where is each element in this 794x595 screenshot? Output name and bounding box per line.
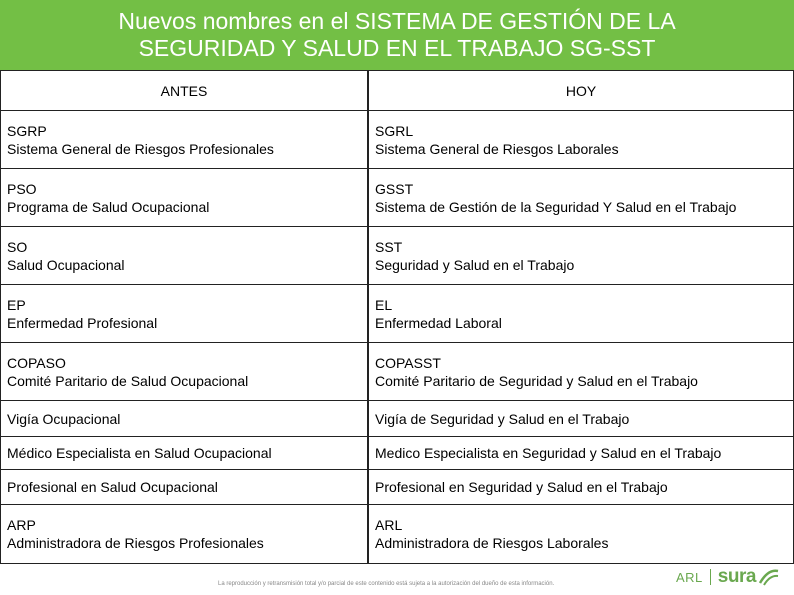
- table-row: [1, 227, 367, 285]
- logo-divider: [710, 569, 711, 585]
- page-title-line-2: SEGURIDAD Y SALUD EN EL TRABAJO SG-SST: [138, 35, 656, 61]
- table-row: [369, 437, 793, 470]
- new-abbreviation: ARL: [375, 517, 403, 533]
- title-banner: [0, 0, 794, 70]
- old-name: Salud Ocupacional: [7, 256, 125, 273]
- column-antes: [0, 71, 368, 563]
- table-row: [369, 111, 793, 169]
- old-abbreviation: SO: [7, 238, 28, 255]
- old-abbreviation: COPASO: [7, 354, 66, 371]
- new-name: Vigía de Seguridad y Salud en el Trabajo: [375, 410, 630, 427]
- new-name: Enfermedad Laboral: [375, 314, 502, 331]
- table-row: [1, 401, 367, 437]
- old-name: Vigía Ocupacional: [7, 410, 121, 427]
- logo-sura-text: sura: [717, 566, 756, 587]
- new-name: Administradora de Riesgos Laborales: [375, 535, 609, 551]
- new-abbreviation: COPASST: [375, 354, 441, 371]
- arl-sura-logo: [676, 566, 780, 588]
- table-row: [369, 169, 793, 227]
- table-row: [369, 343, 793, 401]
- header-antes: ANTES: [1, 71, 367, 111]
- table-row: [1, 437, 367, 470]
- table-row: [1, 343, 367, 401]
- table-row: [1, 505, 367, 563]
- table-row: [369, 470, 793, 505]
- names-table: [0, 70, 794, 564]
- old-abbreviation: ARP: [7, 517, 36, 533]
- old-name: Profesional en Salud Ocupacional: [7, 479, 218, 495]
- table-row: [1, 285, 367, 343]
- header-hoy: HOY: [369, 71, 793, 111]
- new-abbreviation: SST: [375, 238, 403, 255]
- table-row: [1, 470, 367, 505]
- old-name: Comité Paritario de Salud Ocupacional: [7, 372, 249, 389]
- old-abbreviation: PSO: [7, 180, 37, 197]
- page-title: [17, 8, 777, 62]
- table-row: [369, 285, 793, 343]
- new-abbreviation: EL: [375, 296, 393, 313]
- page-title-line-1: Nuevos nombres en el SISTEMA DE GESTIÓN DE LA: [118, 8, 676, 34]
- sura-swoosh-icon: [758, 567, 780, 587]
- old-abbreviation: SGRP: [7, 122, 47, 139]
- copyright-note: La reproducción y retransmisión total y/o parcial de este contenido está sujeta a la autorización del dueño de esta información.: [218, 581, 555, 587]
- old-name: Sistema General de Riesgos Profesionales: [7, 140, 274, 157]
- new-name: Sistema de Gestión de la Seguridad Y Salud en el Trabajo: [375, 198, 737, 215]
- table-row: [369, 401, 793, 437]
- new-name: Profesional en Seguridad y Salud en el Trabajo: [375, 479, 668, 495]
- table-row: [1, 111, 367, 169]
- old-name: Enfermedad Profesional: [7, 314, 158, 331]
- new-name: Seguridad y Salud en el Trabajo: [375, 256, 575, 273]
- new-abbreviation: GSST: [375, 180, 414, 197]
- old-abbreviation: EP: [7, 296, 26, 313]
- new-name: Medico Especialista en Seguridad y Salud en el Trabajo: [375, 445, 722, 461]
- logo-arl-text: ARL: [676, 569, 703, 585]
- table-row: [369, 227, 793, 285]
- table-row: [369, 505, 793, 563]
- table-row: [1, 169, 367, 227]
- new-name: Sistema General de Riesgos Laborales: [375, 140, 619, 157]
- new-name: Comité Paritario de Seguridad y Salud en el Trabajo: [375, 372, 698, 389]
- old-name: Médico Especialista en Salud Ocupacional: [7, 445, 272, 461]
- old-name: Administradora de Riesgos Profesionales: [7, 535, 264, 551]
- new-abbreviation: SGRL: [375, 122, 414, 139]
- column-hoy: [368, 71, 794, 563]
- old-name: Programa de Salud Ocupacional: [7, 198, 210, 215]
